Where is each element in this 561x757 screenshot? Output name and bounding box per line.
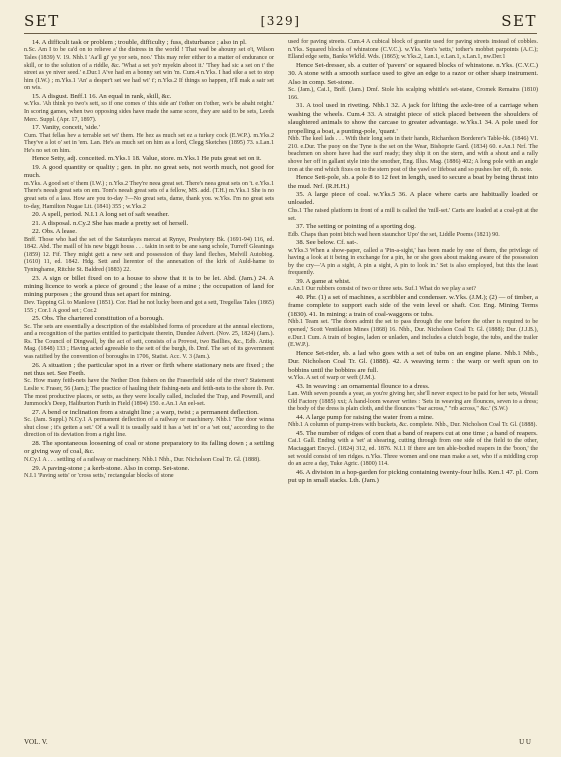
definition-paragraph: Hence Setty, adj. conceited. m.Yks.1 18. Value, store. m.Yks.1 He puts great set on it. [32,155,262,163]
citation-paragraph: N.Cy.1 A . . . settling of a railway or machinery. Nhb.1 Nhb., Dur. Nicholson Coal Tr. Gl. (1888). [24,456,261,463]
definition-paragraph: 35. A large piece of coal. w.Yks.5 36. A place where carts are habitually loaded or unloaded. [288,191,538,207]
citation-paragraph: Sc. How many feith-nets have the Nether Don fishers on the Fraserfield side of the river? Statement Leslie v. Fraser, 56 (Jam.); The practice of hauling their fishing-nets and feith-nets to the shore ib. Per. The most productive places, or setts, as they were locally called, included the Trap, and Powmill, and Jummock's Deep, Haliburton Furth in Field (1894) 150. e.An.1 An eel-set. [24,378,274,408]
definition-paragraph: 39. A game at whist. [296,277,351,285]
citation-paragraph: w.Yks.3 When a show-paper, called a 'Pin-a-sight,' has been made by one of them, the privilege of having a look at it being in exchange for a pin, he or she goes about making aware of the possession by the cry—'A pin a sight, A pin a sight, A pin to look in.' Set is also employed, but this the least frequently. [288,247,538,277]
definition-paragraph: 46. A division in a hop-garden for picking containing twenty-four hills. Ken.1 47. pl. Corn put up in small stacks. Lth. (Jam.) [288,468,538,485]
header-rule [24,33,537,34]
definition-paragraph: 45. The number of ridges of corn that a band of reapers cut at one time ; a band of reapers. [296,430,538,437]
citation-paragraph: Chs.1 The raised platform in front of a mill is called the 'mill-set.' Carts are loaded at a coal-pit at the set. [288,207,538,222]
citation-paragraph: w.Yks. A set of warp or weft (J.M.). [288,375,376,382]
definition-paragraph: 15. A disgust. Bnff.1 16. An equal in rank, skill, &c. [32,93,172,101]
definition-paragraph: 38. See below. Cf. sat-. [296,239,358,247]
citation-paragraph: Cum. That fellas hev a terrable set wi' them. He hez as much set ez a turkey cock (E.W.P.). m.Yks.2 They've a lot o' set in 'em. Lan. He's as much set on him as a lord, Clegg Sketches (1895) 73. s.Lan.1 He's no set on him. [24,132,274,154]
definition-paragraph: Hence Sett-pole, sb. a pole 8 to 12 feet in length, used to secure a boat by being thrust into the mud. Nrf. (R.H.H.) [288,174,538,190]
definition-paragraph: 23. A sign or billet fixed on to a house to show that it is to be let. Abd. (Jam.) 24. A mining licence to work a piece of ground ; the lease of a mine ; the occupation of land for mining purposes ; the ground thus set apart for mining. [24,274,274,299]
header-right-headword: SET [501,12,537,30]
citation-paragraph: Edb. Chaps than point bitch wad heen staunchor Upo' the set, Liddle Poems (1821) 90. [288,231,500,238]
definition-paragraph: 44. A large pump for raising the water from a mine. [296,413,434,421]
citation-paragraph: Nhb.1 Team set. 'The doors admit the set to pass through the one before the other is required to be opened,' Scott Ventilation Mines (1868) 16. Nhb., Dur. Nicholson Coal Tr. Gl. (1888); Dur. (J.J.B.), e.Dur.1 Cum. A train of bogies, laden or unladen, and includes a clutch bogie, the tubs, and the trailer (E.W.P.). [288,319,538,349]
definition-paragraph: 26. A situation ; the particular spot in a river or firth where stationary nets are fixed ; the net thus set. See Feeth. [24,361,274,377]
citation-paragraph: Sc. (Jam. Suppl.) N.Cy.1 A permanent deflection of a railway or machinery. Nhb.1 'The door winna shut close ; it's getten a set.' Of a wall it is usually said it has a 'set in' or a 'set out,' according to the direction of its deviation from a right line. [24,417,274,439]
definition-paragraph: 19. A good quantity or quality ; gen. in phr. no great sets, not worth much, not good for much. [24,163,274,180]
definition-paragraph: 21. A disposal. n.Cy.2 She has made a pretty set of hersell. [32,219,189,227]
definition-paragraph: 20. A spell, period. N.I.1 A long set of saft weather. [32,211,170,219]
citation-paragraph: n.Sc. Am I to be ca'd on to relieve a' the distress in the world ! That wad be ahouny set o't, Wilson Tales (1839) V. 19. Nhb.1 'Aa'll gi' ye yor sets, noo.' This may refer either to a matter of endurance or skill, or to the solution of a riddle, &c. 'What a set yo'r myekin aboot it.' 'They had sic a set on t' the street as ye niver seed.' e.Dur.1 A've had en a bonny set win 'm. Cum.4 n.Yks. I had sike a set to stop him (I.W.) ; m.Yks.1 'An' a desper't set we had wi' t'; n.Yks.2 If things so happen, it'll mak a sair set on wis. [24,47,274,92]
definition-paragraph: 43. In weaving : an ornamental flounce to a dress. [296,382,430,390]
definition-paragraph: 25. Obs. The chartered constitution of a borough. [32,315,164,323]
citation-paragraph: Nhb. The keel lads . . . With their long sets in their hands, Richardson Borderer's Table-bk. (1846) VI. 210. e.Dur. The puoy on the Tyne is the set on the Wear, Bishoprie Gard. (1834) 60. e.An.1 Nrf. The beachmen on shore have had the surf ready; they ship it on the stern, and with a shout and a rally shove her off in gallant style into the smother, Eng. Illus. Mag. (1886) 402; A long pole with an angle iron at the end which fixes on to the stern post of the yawl or lifeboat and so pushes her off, ib. note. [288,136,538,173]
definition-paragraph: 37. The setting or pointing of a sporting dog. [296,223,416,231]
definition-paragraph: Hence Set-dresser, sb. a cutter of 'pavers' or squared blocks of whinstone. n.Yks. (C.V.C.) 30. A stone with a smooth surface used to give an edge to a razor or other sharp instrument. Also in comp. Set-stone. [288,61,538,86]
citation-paragraph: Sc. The sets are essentially a description of the established forms of procedure at the annual elections, and a recognition of the parties entitled to participate therein, Dundee Advert. (Nov. 25, 1824) (Jam.). Rs. The Council of Dingwall, by the act of sett, consists of a Provost, two Baillies, &c., Edb. Antiq. Mag. (1848) 133 ; Having acted agreeable to the sett of the burgh, ib. Dmf. The set of its government was ratified by the convention of boroughs in 1706, Statist. Acc. V. 3 (Jam.). [24,323,274,360]
page-number: [329] [260,14,301,28]
citation-paragraph: w.Yks. 'Ah think yo two's sett, so if one comes o' this side an' t'other on t'other, we's be abaht reight.' In scoring games, when two opposing sides have made the same score, they are said to be sets, Leeds Merc. Suppl. (Apr. 17, 1897). [24,101,274,123]
definition-paragraph: 22. Obs. A lease. [32,228,77,236]
citation-paragraph: Dev. Tapping Gl. to Manlove (1851). Cor. Had he not lucky been and got a sett, Tregellas Tales (1865) 155 ; Cor.1 A good set ; Cor.2 [24,299,274,314]
definition-paragraph: 31. A tool used in riveting. Nhb.1 32. A jack for lifting the axle-tree of a carriage when washing the wheels. Cum.4 33. A straight piece of stick placed between the shoulders of slaughtered animals to show the carcase to greater advantage. w.Yks.1 34. A pole used for propelling a boat, a punting-pole, 'quant.' [288,102,538,135]
volume-signature: VOL. V. [24,738,48,746]
citation-paragraph: Cai.1 Gall. Ending with a 'set' at shearing, cutting through from one side of the field to the other, Mactaggart Encycl. (1824) 312, ed. 1876. N.I.1 If there are ten able-bodied reapers in the 'boon,' the set would consist of ten ridges. n.Yks. Three women and one man make a set, who if a middling crop do an acre a day, Tuke Agric. (1800) 114. [288,438,538,468]
definition-paragraph: 27. A bend or inclination from a straight line ; a warp, twist ; a permanent deflection. [32,408,259,416]
definition-paragraph: 29. A paving-stone ; a kerb-stone. Also in comp. Set-stone. [32,464,190,472]
citation-paragraph: Lan. With seven pounds a year, as you're giving her, she'll never expect to be paid for her sets, Westall Old Factory (1885) xxi; A hand-loom weaver writes : 'Sets in weaving are flounces, seven to a dress; the body of the dress is plain cloth, and the flounces "bar across," "rib across," &c.' (S.W.) [288,391,538,413]
right-column [288,39,538,486]
header-left-headword: SET [24,12,60,30]
definition-paragraph: 40. Phr. (1) a set of machines, a scribbler and condenser. w.Yks. (J.M.); (2) — of timber, a frame complete to support each side of the vein level or shaft. Cor. Eng. Mining Terms (1830). 41. In mining: a train of coal-waggons or tubs. [288,294,538,318]
citation-paragraph: Sc. (Jam.), Cai.1, Bnff. (Jam.) Dmf. Stole his scalping whittle's set-stane, Cromek Remains (1810) 166. [288,87,538,101]
citation-paragraph: Nhb.1 A column of pump-trees with buckets, &c. complete. Nhb., Dur. Nicholson Coal Tr. Gl. (1888). [288,422,537,429]
definition-paragraph: Hence Set-rider, sb. a lad who goes with a set of tubs on an engine plane. Nhb.1 Nhb., Dur. Nicholson Coal Tr. Gl. (1888). 42. A weaving term : the warp or weft spun on to bobbins until the bobbins are full. [288,349,538,374]
citation-paragraph: used for paving streets. Cum.4 A cubical block of granite used for paving streets instead of cobbles. n.Yks. Squared blocks of whinstone (C.V.C.). w.Yks. Von's 'setts,' tother's mobbet parpoints (A.C.); Elland edge setts, Banks Wkfld. Wds. (1865); w.Yks.2, Lan.1, e.Lan.1, s.Lan.1, nw.Der.1 [288,39,538,61]
citation-paragraph: N.I.1 'Paving setts' or 'cross setts,' rectangular blocks of stone [24,472,174,479]
running-header [24,12,537,32]
citation-paragraph: e.An.1 Our rubbers consist of two or three sets. Suf.1 What do we play a set? [288,286,476,293]
citation-paragraph: m.Yks. A good set o' them (I.W.) ; n.Yks.2 They're neea great set. There's neea great sets on 't. e.Yks.1 There's neeah great sets on em. Tom's neeah great sets of a fellow, MS. add. (T.H.) m.Yks.1 She is no great sets of a lass. How are you to-day ?—No great sets, dame, thank you. w.Yks. I'm no great sets to-day, Hamilton Nugae Lit. (1841) 355 ; w.Yks.2 [24,180,274,210]
definition-paragraph: 28. The spontaneous loosening of coal or stone preparatory to its falling down ; a settling or giving way of coal, &c. [24,440,274,456]
definition-paragraph: 17. Vanity, conceit, 'side.' [32,124,100,132]
left-column [24,39,274,481]
gathering-signature: U U [519,738,531,746]
definition-paragraph: 14. A difficult task or problem ; trouble, difficulty ; fuss, disturbance ; also in pl. [32,39,247,46]
citation-paragraph: Bnff. Those who had the set of the Saturdayes mercat at Rynye, Presbytery Bk. (1691-94) 116, ed. 1842. Abd. The maill of his new biggit houss . . . takin in sett to be ane sang schole, Turreff Gleanings (1859) 12. Fif. They might gett a new sett and possession of thay land fleches, Melvill Autobiog. (1610) 11, ed. 1842. Hdg. Sett and lierentor of the annexation of the kirk of Auld-hame to Tyninghame, Ritchie St. Baldred (1883) 22. [24,236,274,273]
